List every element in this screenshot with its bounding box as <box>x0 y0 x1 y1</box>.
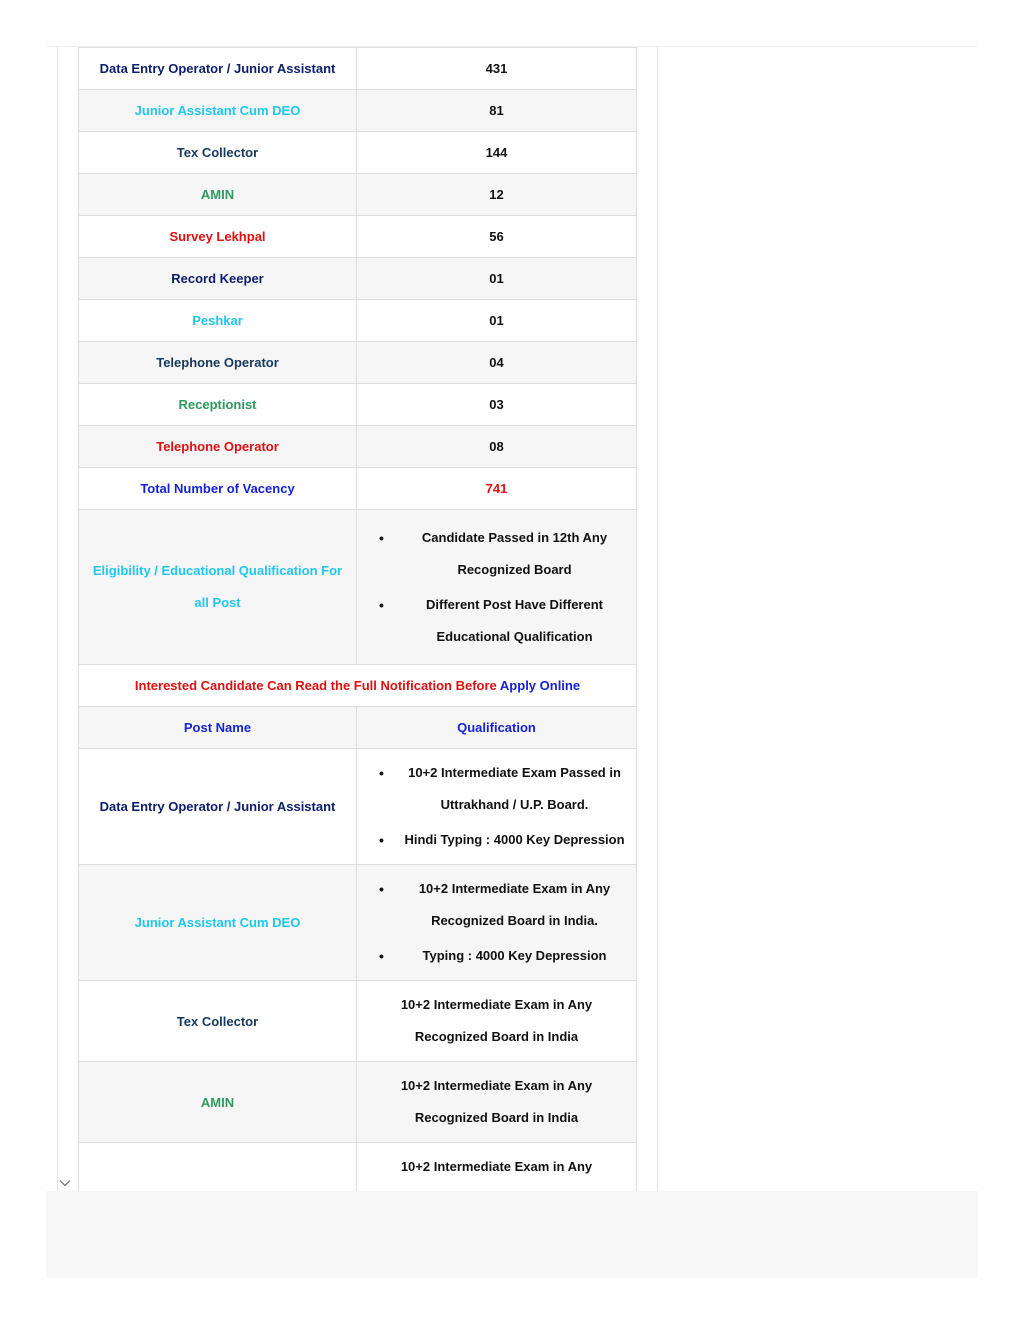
post-name: Receptionist <box>79 384 357 426</box>
post-name: Junior Assistant Cum DEO <box>79 865 357 981</box>
qualification-text: 10+2 Intermediate Exam in Any Recognized Board in India <box>400 997 593 1044</box>
table-row <box>79 132 637 174</box>
post-name: Data Entry Operator / Junior Assistant <box>79 749 357 865</box>
vacancy-count: 01 <box>357 258 637 300</box>
table-row <box>79 342 637 384</box>
list-item: • Hindi Typing : 4000 Key Depression <box>365 824 628 856</box>
right-divider <box>657 46 658 1191</box>
table-row <box>79 258 637 300</box>
post-name: AMIN <box>79 174 357 216</box>
vacancy-count: 01 <box>357 300 637 342</box>
table-row <box>79 300 637 342</box>
list-item: • Candidate Passed in 12th Any Recognized Board <box>365 522 628 586</box>
table-row <box>79 981 637 1062</box>
table-row <box>79 48 637 90</box>
chevron-down-icon[interactable] <box>58 1176 72 1190</box>
left-divider <box>57 46 58 1191</box>
post-name-header: Post Name <box>79 707 357 749</box>
vacancy-count: 144 <box>357 132 637 174</box>
table-row <box>79 1062 637 1143</box>
post-name: Tex Collector <box>79 132 357 174</box>
notice-row <box>79 665 637 707</box>
qualification-header: Qualification <box>357 707 637 749</box>
vacancy-count: 431 <box>357 48 637 90</box>
table-row <box>79 216 637 258</box>
post-name: AMIN <box>79 1062 357 1143</box>
qualification-cell <box>357 749 637 865</box>
qualification-cell <box>357 865 637 981</box>
vacancy-count: 04 <box>357 342 637 384</box>
eligibility-label: Eligibility / Educational Qualification For all Post <box>79 510 357 665</box>
notice-text: Interested Candidate Can Read the Full Notification Before <box>134 678 500 693</box>
post-name: Tex Collector <box>79 981 357 1062</box>
post-name: Telephone Operator <box>79 426 357 468</box>
post-name: Telephone Operator <box>79 342 357 384</box>
table-row <box>79 865 637 981</box>
list-item: • 10+2 Intermediate Exam in Any Recognized Board in India. <box>365 873 628 937</box>
vacancy-count: 03 <box>357 384 637 426</box>
vacancy-count: 56 <box>357 216 637 258</box>
total-label: Total Number of Vacency <box>79 468 357 510</box>
total-value: 741 <box>357 468 637 510</box>
bottom-panel <box>46 1191 978 1278</box>
table-row <box>79 174 637 216</box>
article-content <box>78 47 636 1224</box>
apply-online-link[interactable]: Apply Online <box>499 678 581 693</box>
post-name: Survey Lekhpal <box>79 216 357 258</box>
vacancy-count: 08 <box>357 426 637 468</box>
notice-cell <box>79 665 637 707</box>
qualification-cell <box>357 981 637 1062</box>
list-item: • Different Post Have Different Educational Qualification <box>365 589 628 653</box>
qualification-text: 10+2 Intermediate Exam in Any <box>400 1159 593 1174</box>
eligibility-row <box>79 510 637 665</box>
table-row <box>79 384 637 426</box>
list-item: • 10+2 Intermediate Exam Passed in Uttrakhand / U.P. Board. <box>365 757 628 821</box>
qualification-header-row <box>79 707 637 749</box>
table-row <box>79 90 637 132</box>
eligibility-list <box>365 522 628 653</box>
vacancy-count: 81 <box>357 90 637 132</box>
eligibility-list-cell <box>357 510 637 665</box>
qualification-text: 10+2 Intermediate Exam in Any Recognized Board in India <box>400 1078 593 1125</box>
list-item: • Typing : 4000 Key Depression <box>365 940 628 972</box>
vacancy-count: 12 <box>357 174 637 216</box>
post-name: Record Keeper <box>79 258 357 300</box>
post-name: Junior Assistant Cum DEO <box>79 90 357 132</box>
post-name: Peshkar <box>79 300 357 342</box>
total-row <box>79 468 637 510</box>
vacancy-table <box>78 47 637 1224</box>
table-row <box>79 426 637 468</box>
qualification-cell <box>357 1062 637 1143</box>
qualification-list <box>365 873 628 972</box>
qualification-list <box>365 757 628 856</box>
post-name: Data Entry Operator / Junior Assistant <box>79 48 357 90</box>
table-row <box>79 749 637 865</box>
